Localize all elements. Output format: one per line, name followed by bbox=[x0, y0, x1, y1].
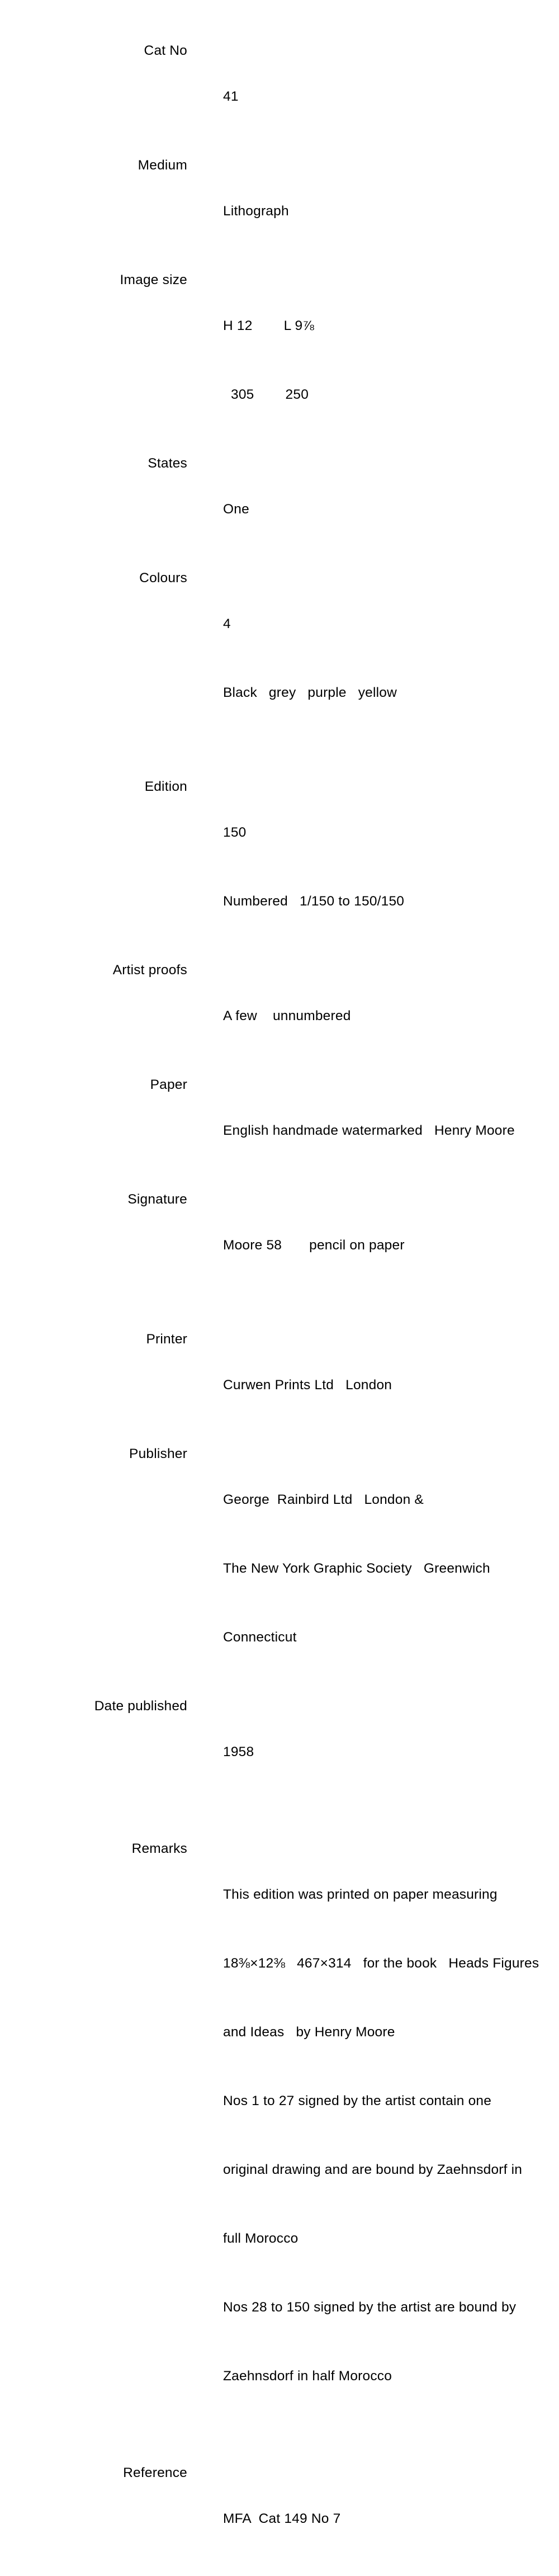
entry-value bbox=[223, 775, 404, 959]
entry-value bbox=[223, 2461, 340, 2576]
entry-label: States bbox=[148, 456, 187, 471]
entry-cat-no bbox=[0, 39, 559, 154]
entry-date-published bbox=[0, 1695, 559, 1809]
entry-value-line: Curwen Prints Ltd London bbox=[223, 1377, 392, 1393]
entry-label: Colours bbox=[139, 570, 187, 586]
entry-value-line: H 12 L 9⅞ bbox=[223, 318, 314, 333]
entry-remarks bbox=[0, 1837, 559, 2433]
entry-value-line: George Rainbird Ltd London & bbox=[223, 1492, 424, 1507]
section-spacer bbox=[0, 750, 559, 775]
entry-value-line: 150 bbox=[223, 825, 247, 840]
entry-states bbox=[0, 452, 559, 567]
entry-value bbox=[223, 1328, 392, 1442]
entry-paper bbox=[0, 1073, 559, 1188]
entry-label: Remarks bbox=[131, 1841, 187, 1856]
entry-label: Date published bbox=[94, 1699, 187, 1714]
entry-value-line: The New York Graphic Society Greenwich bbox=[223, 1561, 490, 1576]
entry-value-line: 4 bbox=[223, 616, 231, 631]
entry-label: Publisher bbox=[129, 1446, 187, 1461]
entry-value-line: Numbered 1/150 to 150/150 bbox=[223, 894, 405, 909]
entry-value bbox=[223, 1188, 405, 1303]
entry-value bbox=[223, 452, 254, 567]
entry-image-size bbox=[0, 268, 559, 452]
entry-value bbox=[223, 1442, 490, 1695]
entry-label: Signature bbox=[127, 1192, 187, 1207]
entry-colours bbox=[0, 567, 559, 750]
entry-signature bbox=[0, 1188, 559, 1303]
entry-value-line: One bbox=[223, 502, 249, 517]
entry-value-line: MFA Cat 149 No 7 bbox=[223, 2511, 341, 2526]
entry-value-line: Nos 28 to 150 signed by the artist are bound by bbox=[223, 2300, 517, 2315]
entry-artist-proofs bbox=[0, 959, 559, 1073]
entry-publisher bbox=[0, 1442, 559, 1695]
entry-value-line: A few unnumbered bbox=[223, 1008, 351, 1023]
entry-value-line: 305 250 bbox=[223, 387, 309, 402]
entry-label: Edition bbox=[144, 779, 187, 794]
entry-label: Artist proofs bbox=[112, 963, 187, 978]
section-spacer bbox=[0, 2433, 559, 2461]
entry-label: Cat No bbox=[144, 43, 187, 58]
entry-value-line: Nos 1 to 27 signed by the artist contain one bbox=[223, 2093, 492, 2108]
entry-medium bbox=[0, 154, 559, 268]
entry-value-line: Lithograph bbox=[223, 204, 289, 219]
entry-value bbox=[223, 39, 254, 154]
catalogue-entry-list bbox=[0, 39, 559, 2576]
entry-label: Paper bbox=[150, 1077, 187, 1092]
entry-label: Reference bbox=[123, 2465, 187, 2480]
section-spacer bbox=[0, 1809, 559, 1837]
entry-value-line: full Morocco bbox=[223, 2231, 299, 2246]
entry-value-line: and Ideas by Henry Moore bbox=[223, 2025, 395, 2040]
entry-value-line: Zaehnsdorf in half Morocco bbox=[223, 2369, 392, 2384]
entry-value-line: 1958 bbox=[223, 1744, 254, 1759]
entry-value bbox=[223, 959, 351, 1073]
entry-value-line: Connecticut bbox=[223, 1630, 297, 1645]
entry-value-line: This edition was printed on paper measuring bbox=[223, 1887, 498, 1902]
entry-value-line: 41 bbox=[223, 89, 239, 104]
section-spacer bbox=[0, 1303, 559, 1328]
entry-value-line: original drawing and are bound by Zaehnsdorf in bbox=[223, 2162, 523, 2177]
entry-printer bbox=[0, 1328, 559, 1442]
entry-value-line: English handmade watermarked Henry Moore bbox=[223, 1123, 515, 1138]
entry-label: Medium bbox=[138, 158, 187, 173]
entry-label: Printer bbox=[146, 1332, 187, 1347]
entry-value bbox=[223, 1695, 254, 1809]
entry-value bbox=[223, 1073, 515, 1188]
entry-value bbox=[223, 1837, 539, 2433]
entry-value-line: 18⅜×12⅜ 467×314 for the book Heads Figures bbox=[223, 1956, 539, 1971]
entry-value-line: Moore 58 pencil on paper bbox=[223, 1238, 405, 1253]
entry-reference bbox=[0, 2461, 559, 2576]
entry-value bbox=[223, 567, 397, 750]
entry-value bbox=[223, 268, 314, 452]
entry-label: Image size bbox=[120, 272, 187, 287]
entry-edition bbox=[0, 775, 559, 959]
entry-value-line: Black grey purple yellow bbox=[223, 685, 397, 700]
entry-value bbox=[223, 154, 289, 268]
